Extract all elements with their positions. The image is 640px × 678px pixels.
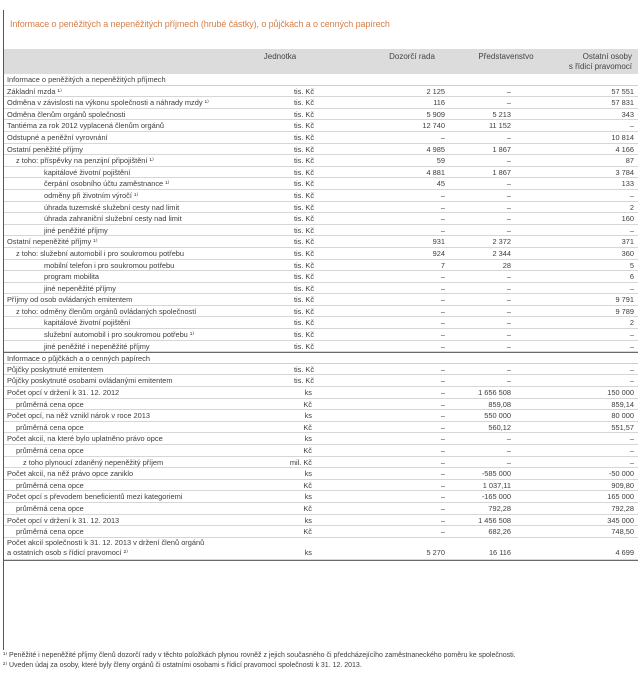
table-row — [4, 202, 638, 214]
row-unit: ks — [304, 388, 312, 398]
table-row — [4, 97, 638, 109]
value-dozorci-rada: – — [440, 132, 445, 142]
value-predstavenstvo: – — [506, 225, 511, 235]
row-unit: Kč — [303, 480, 312, 490]
value-dozorci-rada: 116 — [433, 98, 445, 108]
value-predstavenstvo: – — [506, 364, 511, 374]
value-predstavenstvo: 550 000 — [484, 411, 511, 421]
row-label: Příjmy od osob ovládaných emitentem — [7, 295, 133, 305]
row-label-line2: a ostatních osob s řídicí pravomocí ²⁾ — [7, 548, 128, 558]
value-predstavenstvo: – — [506, 156, 511, 166]
value-ostatni-osoby: 345 000 — [607, 515, 634, 525]
value-ostatni-osoby: 160 — [621, 214, 634, 224]
value-dozorci-rada: – — [440, 214, 445, 224]
footnote-1: ¹⁾ Peněžité i nepeněžité příjmy členů dozorčí rady v těchto položkách plynou rovněž z jejich současného či předcházejícího zaměstnaneckého poměru ke společnosti. — [3, 652, 516, 659]
value-ostatni-osoby: 165 000 — [607, 492, 634, 502]
value-ostatni-osoby: 80 000 — [611, 411, 634, 421]
value-ostatni-osoby: 4 166 — [615, 144, 634, 154]
row-label: Půjčky poskytnuté osobami ovládanými emitentem — [7, 376, 173, 386]
table-row — [4, 144, 638, 156]
table-row — [4, 271, 638, 283]
value-predstavenstvo: 1 037,11 — [482, 480, 511, 490]
row-label: kapitálové životní pojištění — [44, 167, 131, 177]
table-row — [4, 294, 638, 306]
row-unit: tis. Kč — [293, 98, 315, 108]
header-ostatni-osoby — [569, 52, 632, 72]
value-dozorci-rada: – — [440, 446, 445, 455]
table-row — [4, 213, 638, 225]
value-predstavenstvo: 682,26 — [488, 527, 511, 537]
row-label: jiné peněžité příjmy — [44, 225, 108, 235]
value-dozorci-rada: – — [440, 225, 445, 235]
row-label: Tantiéma za rok 2012 vyplacená členům orgánů — [7, 121, 164, 131]
value-predstavenstvo: 1 867 — [492, 167, 511, 177]
value-ostatni-osoby: – — [629, 364, 634, 374]
row-unit: tis. Kč — [293, 109, 315, 119]
value-ostatni-osoby: 10 814 — [611, 132, 634, 142]
value-ostatni-osoby: – — [629, 341, 634, 351]
row-label: Počet opcí v držení k 31. 12. 2013 — [7, 515, 120, 525]
row-label: mobilní telefon i pro soukromou potřebu — [44, 260, 175, 270]
table-row — [4, 526, 638, 538]
row-label: Ostatní nepeněžité příjmy ¹⁾ — [7, 237, 98, 247]
value-ostatni-osoby: 859,14 — [611, 399, 634, 409]
value-ostatni-osoby: 748,50 — [611, 527, 634, 537]
row-label: kapitálové životní pojištění — [44, 318, 131, 328]
table-row — [4, 225, 638, 237]
row-label: z toho: služební automobil i pro soukromou potřebu — [16, 248, 185, 258]
row-unit: tis. Kč — [293, 144, 315, 154]
value-ostatni-osoby: – — [629, 190, 634, 200]
value-ostatni-osoby: – — [629, 121, 634, 131]
value-dozorci-rada: – — [440, 272, 445, 282]
row-unit: Kč — [303, 399, 312, 409]
table-row — [4, 480, 638, 492]
value-dozorci-rada: 931 — [432, 237, 445, 247]
row-label: služební automobil i pro soukromou potřebu ¹⁾ — [44, 330, 195, 340]
row-unit: tis. Kč — [293, 86, 315, 96]
table-row — [4, 457, 638, 469]
row-unit: Kč — [303, 503, 312, 513]
header-dozorci-rada: Dozorčí rada — [389, 52, 435, 61]
table-bottom-rule — [4, 560, 638, 561]
row-unit: tis. Kč — [293, 214, 315, 224]
table-row — [4, 433, 638, 445]
table-row — [4, 422, 638, 434]
value-ostatni-osoby: 3 784 — [615, 167, 634, 177]
value-dozorci-rada: – — [440, 492, 445, 502]
row-unit: tis. Kč — [293, 202, 315, 212]
value-dozorci-rada: – — [440, 388, 445, 398]
table-row — [4, 364, 638, 376]
table-row — [4, 236, 638, 248]
value-predstavenstvo: – — [506, 202, 511, 212]
row-unit: Kč — [303, 446, 312, 455]
row-label: průměrná cena opce — [16, 527, 84, 537]
row-unit: tis. Kč — [293, 283, 315, 293]
value-ostatni-osoby: 150 000 — [607, 388, 634, 398]
table-row — [4, 86, 638, 98]
table-row — [4, 167, 638, 179]
row-label: z toho: příspěvky na penzijní připojištění ¹⁾ — [16, 156, 154, 166]
row-label: z toho: odměny členům orgánů ovládaných společností — [16, 306, 197, 316]
section-heading-row — [4, 74, 638, 86]
value-ostatni-osoby: – — [629, 225, 634, 235]
value-predstavenstvo: 11 152 — [488, 121, 511, 131]
row-label: průměrná cena opce — [16, 422, 84, 432]
value-ostatni-osoby: 343 — [621, 109, 634, 119]
value-ostatni-osoby: 2 — [629, 318, 634, 328]
value-dozorci-rada: 59 — [436, 156, 445, 166]
row-label: Počet akcií, na které bylo uplatněno právo opce — [7, 434, 163, 444]
row-label-line1: Počet akcií společnosti k 31. 12. 2013 v držení členů orgánů — [7, 537, 205, 547]
row-label: úhrada tuzemské služební cesty nad limit — [44, 202, 180, 212]
row-unit: tis. Kč — [293, 225, 315, 235]
row-unit: tis. Kč — [293, 237, 315, 247]
row-unit: tis. Kč — [293, 318, 315, 328]
row-label: průměrná cena opce — [16, 480, 84, 490]
value-predstavenstvo: – — [506, 341, 511, 351]
table-row — [4, 445, 638, 457]
row-label: úhrada zahraniční služební cesty nad limit — [44, 214, 182, 224]
value-dozorci-rada: – — [440, 480, 445, 490]
row-unit: ks — [304, 547, 312, 557]
row-label: Odstupné a peněžní vyrovnání — [7, 132, 108, 142]
value-ostatni-osoby: – — [629, 446, 634, 455]
value-ostatni-osoby: 792,28 — [611, 503, 634, 513]
row-unit: ks — [304, 434, 312, 444]
value-predstavenstvo: – — [506, 446, 511, 455]
row-unit: tis. Kč — [293, 306, 315, 316]
value-dozorci-rada: 4 985 — [426, 144, 445, 154]
value-dozorci-rada: 2 125 — [426, 86, 445, 96]
value-predstavenstvo: – — [506, 179, 511, 189]
table-row — [4, 329, 638, 341]
value-dozorci-rada: – — [440, 469, 445, 479]
value-predstavenstvo: 859,08 — [488, 399, 511, 409]
value-dozorci-rada: 7 — [440, 260, 445, 270]
value-dozorci-rada: – — [440, 422, 445, 432]
row-unit: tis. Kč — [293, 156, 315, 166]
row-unit: Kč — [303, 527, 312, 537]
value-dozorci-rada: – — [440, 434, 445, 444]
value-ostatni-osoby: 4 699 — [615, 547, 634, 557]
value-dozorci-rada: – — [440, 295, 445, 305]
table-row — [4, 120, 638, 132]
value-predstavenstvo: – — [506, 318, 511, 328]
value-ostatni-osoby: 909,80 — [611, 480, 634, 490]
table-row — [4, 399, 638, 411]
value-predstavenstvo: – — [506, 272, 511, 282]
row-unit: tis. Kč — [293, 167, 315, 177]
table-row — [4, 248, 638, 260]
value-ostatni-osoby: – — [629, 330, 634, 340]
value-ostatni-osoby: 5 — [629, 260, 634, 270]
value-predstavenstvo: – — [506, 214, 511, 224]
table-row — [4, 491, 638, 503]
row-unit: ks — [304, 469, 312, 479]
row-label: Půjčky poskytnuté emitentem — [7, 364, 104, 374]
value-ostatni-osoby: 551,57 — [611, 422, 634, 432]
value-dozorci-rada: – — [440, 399, 445, 409]
row-label: čerpání osobního účtu zaměstnance ¹⁾ — [44, 179, 170, 189]
row-unit: tis. Kč — [293, 272, 315, 282]
row-label: Počet opcí v držení k 31. 12. 2012 — [7, 388, 120, 398]
header-ostatni-line1: Ostatní osoby — [582, 52, 632, 61]
value-ostatni-osoby: – — [629, 376, 634, 386]
table-row — [4, 260, 638, 272]
row-unit: ks — [304, 492, 312, 502]
row-unit: tis. Kč — [293, 179, 315, 189]
table-title: Informace o peněžitých a nepeněžitých příjmech (hrubé částky), o půjčkách a o cenných papírech — [10, 19, 390, 29]
row-unit: Kč — [303, 422, 312, 432]
table-row — [4, 387, 638, 399]
row-label: z toho plynoucí zdaněný nepeněžitý příjem — [23, 457, 164, 467]
value-predstavenstvo: 2 372 — [492, 237, 511, 247]
value-ostatni-osoby: 360 — [621, 248, 634, 258]
value-dozorci-rada: – — [440, 503, 445, 513]
row-label: jiné nepeněžité příjmy — [44, 283, 116, 293]
value-predstavenstvo: 28 — [502, 260, 511, 270]
row-label: Ostatní peněžité příjmy — [7, 144, 83, 154]
value-ostatni-osoby: – — [629, 457, 634, 467]
value-ostatni-osoby: – — [629, 283, 634, 293]
value-dozorci-rada: 924 — [432, 248, 445, 258]
value-predstavenstvo: -165 000 — [481, 492, 511, 502]
value-dozorci-rada: – — [440, 341, 445, 351]
row-unit: tis. Kč — [293, 260, 315, 270]
table-row — [4, 178, 638, 190]
row-unit: tis. Kč — [293, 364, 315, 374]
value-predstavenstvo: – — [506, 306, 511, 316]
row-label: Odměna členům orgánů společnosti — [7, 109, 126, 119]
table-row — [4, 538, 638, 560]
value-ostatni-osoby: 57 551 — [611, 86, 634, 96]
row-unit: tis. Kč — [293, 330, 315, 340]
value-dozorci-rada: 5 270 — [426, 547, 445, 557]
row-unit: tis. Kč — [293, 341, 315, 351]
value-predstavenstvo: 16 116 — [488, 547, 511, 557]
value-predstavenstvo: – — [506, 86, 511, 96]
table-row — [4, 317, 638, 329]
row-unit: mil. Kč — [289, 457, 312, 467]
row-unit: ks — [304, 515, 312, 525]
row-unit: tis. Kč — [293, 132, 315, 142]
table-row — [4, 341, 638, 353]
header-predstavenstvo: Představenstvo — [478, 52, 534, 61]
row-label: odměny při životním výročí ¹⁾ — [44, 190, 139, 200]
value-dozorci-rada: – — [440, 364, 445, 374]
value-predstavenstvo: – — [506, 190, 511, 200]
value-predstavenstvo: – — [506, 457, 511, 467]
row-unit: tis. Kč — [293, 248, 315, 258]
table-row — [4, 468, 638, 480]
value-dozorci-rada: – — [440, 411, 445, 421]
table-row — [4, 190, 638, 202]
value-predstavenstvo: – — [506, 434, 511, 444]
value-dozorci-rada: 45 — [436, 179, 445, 189]
value-ostatni-osoby: 2 — [629, 202, 634, 212]
row-label: Počet opcí s převodem beneficientů mezi kategoriemi — [7, 492, 183, 502]
row-label: průměrná cena opce — [16, 503, 84, 513]
table-row — [4, 503, 638, 515]
row-unit: tis. Kč — [293, 295, 315, 305]
value-predstavenstvo: 5 213 — [492, 109, 511, 119]
value-dozorci-rada: 5 909 — [426, 109, 445, 119]
header-unit: Jednotka — [263, 52, 297, 61]
value-predstavenstvo: 792,28 — [488, 503, 511, 513]
value-ostatni-osoby: 371 — [621, 237, 634, 247]
table-row — [4, 515, 638, 527]
value-predstavenstvo: – — [506, 98, 511, 108]
row-label: Odměna v závislosti na výkonu společnosti a náhrady mzdy ¹⁾ — [7, 98, 209, 108]
row-label: Informace o půjčkách a o cenných papírech — [7, 354, 150, 364]
value-ostatni-osoby: 6 — [629, 272, 634, 282]
row-label: průměrná cena opce — [16, 399, 84, 409]
value-dozorci-rada: – — [440, 283, 445, 293]
row-unit: tis. Kč — [293, 376, 315, 386]
value-ostatni-osoby: 9 791 — [615, 295, 634, 305]
value-predstavenstvo: – — [506, 376, 511, 386]
value-dozorci-rada: – — [440, 318, 445, 328]
value-dozorci-rada: 4 881 — [426, 167, 445, 177]
value-predstavenstvo: -585 000 — [481, 469, 511, 479]
compensation-table — [4, 49, 638, 561]
value-predstavenstvo: – — [506, 132, 511, 142]
header-ostatni-line2: s řídicí pravomocí — [568, 62, 632, 71]
table-header — [4, 49, 638, 74]
value-dozorci-rada: – — [440, 306, 445, 316]
value-ostatni-osoby: 57 831 — [611, 98, 634, 108]
row-label: průměrná cena opce — [16, 446, 84, 455]
value-ostatni-osoby: -50 000 — [608, 469, 634, 479]
row-unit: ks — [304, 411, 312, 421]
row-unit: tis. Kč — [293, 121, 315, 131]
table-row — [4, 155, 638, 167]
value-predstavenstvo: – — [506, 330, 511, 340]
row-label: Počet opcí, na něž vznikl nárok v roce 2013 — [7, 411, 150, 421]
row-label: jiné peněžité i nepeněžité příjmy — [44, 341, 150, 351]
table-row — [4, 306, 638, 318]
value-predstavenstvo: – — [506, 283, 511, 293]
table-row — [4, 410, 638, 422]
table-row — [4, 283, 638, 295]
table-row — [4, 109, 638, 121]
value-predstavenstvo: 1 656 508 — [478, 388, 511, 398]
value-predstavenstvo: 1 867 — [492, 144, 511, 154]
row-label: Počet akcií, na něž právo opce zaniklo — [7, 469, 134, 479]
value-dozorci-rada: – — [440, 330, 445, 340]
value-ostatni-osoby: 87 — [625, 156, 634, 166]
value-dozorci-rada: – — [440, 190, 445, 200]
value-dozorci-rada: – — [440, 376, 445, 386]
value-dozorci-rada: – — [440, 202, 445, 212]
row-unit: tis. Kč — [293, 190, 315, 200]
value-predstavenstvo: – — [506, 295, 511, 305]
table-row — [4, 375, 638, 387]
row-label: program mobilita — [44, 272, 100, 282]
value-predstavenstvo: 2 344 — [492, 248, 511, 258]
value-ostatni-osoby: 133 — [621, 179, 634, 189]
footnotes — [3, 651, 516, 671]
row-label: Informace o peněžitých a nepeněžitých příjmech — [7, 75, 166, 84]
row-label — [7, 538, 204, 559]
table-body — [4, 74, 638, 560]
section-heading-row — [4, 352, 638, 364]
value-predstavenstvo: 560,12 — [488, 422, 511, 432]
value-dozorci-rada: 12 740 — [422, 121, 445, 131]
footnote-2: ²⁾ Uveden údaj za osoby, které byly členy orgánů či ostatními osobami s řídicí pravomocí společnosti k 31. 12. 2013. — [3, 662, 362, 669]
value-predstavenstvo: 1 456 508 — [478, 515, 511, 525]
value-ostatni-osoby: – — [629, 434, 634, 444]
value-dozorci-rada: – — [440, 515, 445, 525]
value-ostatni-osoby: 9 789 — [615, 306, 634, 316]
value-dozorci-rada: – — [440, 527, 445, 537]
value-dozorci-rada: – — [440, 457, 445, 467]
row-label: Základní mzda ¹⁾ — [7, 86, 62, 96]
table-row — [4, 132, 638, 144]
